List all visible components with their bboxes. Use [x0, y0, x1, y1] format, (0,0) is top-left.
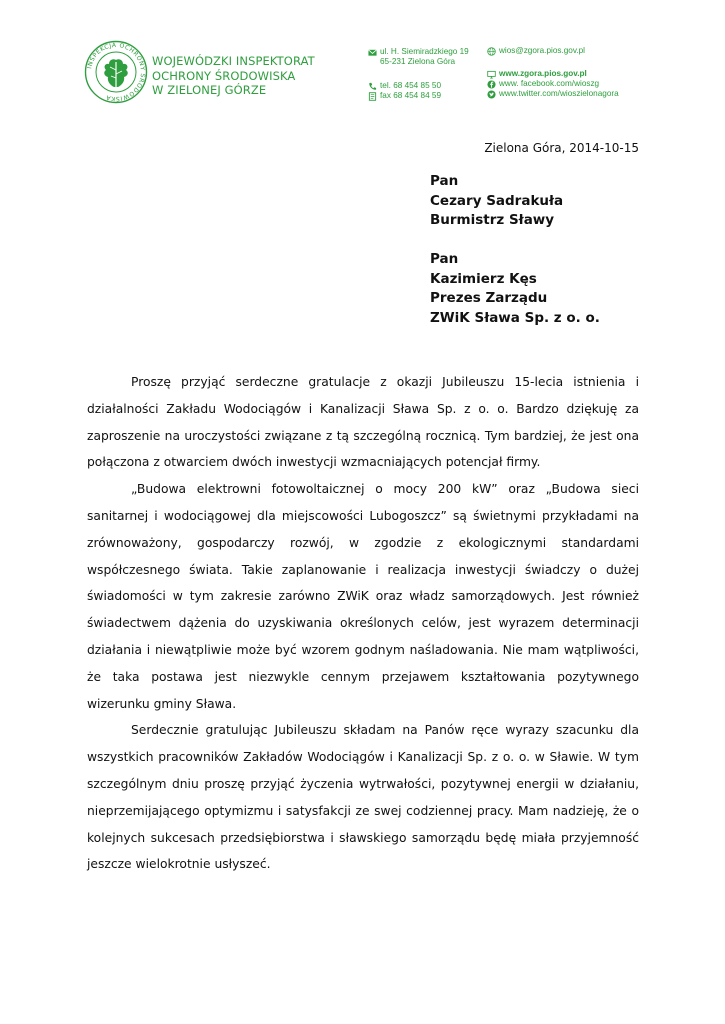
letter-paragraph: „Budowa elektrowni fotowoltaicznej o mocy 200 kW” oraz „Budowa sieci sanitarnej i wodociągowej dla miejscowości Lubogoszcz” są świetnymi przykładami na zrównoważony, gospodarczy rozwój, w zgodzie z ekologicznymi standardami współczesnego świata. Takie zaplanowanie i realizacja inwestycji świadczy o dużej świadomości w tym zakresie zarówno ZWiK oraz władz samorządowych. Jest również świadectwem dążenia do uzyskiwania określonych celów, jest wyrazem determinacji działania i niewątpliwie może być wzorem godnym naśladowania. Nie mam wątpliwości, że taka postawa jest niezwykle cennym przejawem kształtowania pozytywnego wizerunku gminy Sława. — [87, 482, 639, 711]
wios-logo — [84, 40, 148, 104]
contact-address — [368, 47, 469, 67]
phone-icon — [368, 82, 377, 91]
recipient-block — [430, 172, 600, 328]
globe-icon — [487, 47, 496, 56]
letter-paragraph: Serdecznie gratulując Jubileuszu składam na Panów ręce wyrazy szacunku dla wszystkich pracowników Zakładów Wodociągów i Kanalizacji Sp. z o. o. w Sławie. W tym szczególnym dniu proszę przyjąć życzenia wytrwałości, pozytywnej energii w działaniu, nieprzemijającego optymizmu i satysfakcji ze swej codziennej pracy. Mam nadzieję, że o kolejnych sukcesach przedsiębiorstwa i sławskiego samorządu będę miała przyjemność jeszcze wielokrotnie usłyszeć. — [87, 723, 639, 872]
twitter-icon — [487, 90, 496, 99]
logo-ring-text: INSPEKCJA OCHRONY ŚRODOWISKA — [86, 41, 147, 103]
website-link[interactable]: www.zgora.pios.gov.pl — [499, 69, 587, 78]
address-street: ul. H. Siemiradzkiego 19 — [380, 47, 469, 56]
recipient-line: Cezary Sadrakuła — [430, 192, 564, 209]
contact-web — [487, 69, 619, 99]
recipient-line: Pan — [430, 173, 459, 189]
org-name-line: OCHRONY ŚRODOWISKA — [152, 68, 296, 83]
recipient-line: Burmistrz Sławy — [430, 212, 555, 228]
letter-paragraph: Proszę przyjąć serdeczne gratulacje z okazji Jubileuszu 15-lecia istnienia i działalności Zakładu Wodociągów i Kanalizacji Sława Sp. z o. o. Bardzo dziękuję za zaproszenie na uroczystości związane z tą szczególną rocznicą. Tym bardziej, że jest ona połączona z otwarciem dwóch inwestycji wzmacniających potencjał firmy. — [87, 375, 639, 470]
fax-number: fax 68 454 84 59 — [380, 91, 442, 100]
org-name — [152, 54, 315, 98]
fax-icon — [368, 92, 377, 101]
email-link[interactable]: wios@zgora.pios.gov.pl — [499, 46, 585, 55]
letter-date: Zielona Góra, 2014-10-15 — [484, 141, 639, 155]
letter-body — [87, 369, 639, 878]
contact-email — [487, 46, 585, 56]
recipient-line: Pan — [430, 251, 459, 267]
recipient-line: Prezes Zarządu — [430, 290, 548, 306]
facebook-link[interactable]: www. facebook.com/wioszg — [499, 79, 600, 88]
phone-number: tel. 68 454 85 50 — [380, 81, 442, 90]
recipient-line: ZWiK Sława Sp. z o. o. — [430, 309, 600, 326]
org-name-line: WOJEWÓDZKI INSPEKTORAT — [152, 54, 315, 68]
address-city: 65-231 Zielona Góra — [380, 57, 456, 66]
org-name-line: W ZIELONEJ GÓRZE — [152, 83, 267, 97]
envelope-icon — [368, 48, 377, 57]
facebook-icon — [487, 80, 496, 89]
twitter-link[interactable]: www.twitter.com/wioszielonagora — [499, 89, 619, 98]
recipient-line: Kazimierz Kęs — [430, 270, 537, 287]
monitor-icon — [487, 70, 496, 79]
oak-leaf-icon — [104, 59, 127, 88]
contact-phones — [368, 81, 441, 101]
